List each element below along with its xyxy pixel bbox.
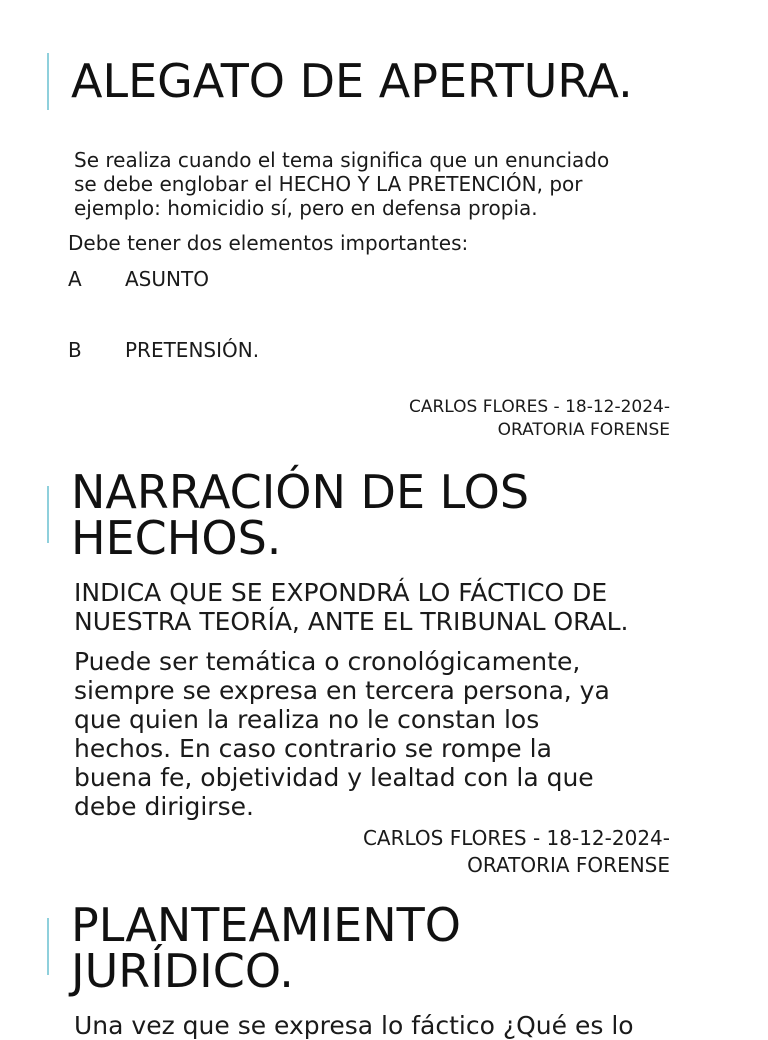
title-line: JURÍDICO.: [71, 944, 294, 998]
list-item-letter: A: [68, 267, 82, 291]
list-item-label: ASUNTO: [125, 267, 209, 291]
slide-title: ALEGATO DE APERTURA.: [71, 54, 633, 108]
title-line: HECHOS.: [71, 511, 282, 565]
body-line: siempre se expresa en tercera persona, ya: [74, 676, 610, 705]
slide-alegato-de-apertura: [0, 0, 768, 440]
title-line: NARRACIÓN DE LOS: [71, 465, 530, 519]
body-line: ejemplo: homicidio sí, pero en defensa propia.: [74, 196, 538, 220]
body-line: Una vez que se expresa lo fáctico ¿Qué es lo: [74, 1011, 634, 1040]
body-line: INDICA QUE SE EXPONDRÁ LO FÁCTICO DE: [74, 578, 608, 607]
body-line: NUESTRA TEORÍA, ANTE EL TRIBUNAL ORAL.: [74, 607, 629, 636]
slide-footer: [409, 396, 670, 440]
intro-text: Debe tener dos elementos importantes:: [68, 231, 469, 255]
body-line: Puede ser temática o cronológicamente,: [74, 647, 581, 676]
body-line: que quien la realiza no le constan los: [74, 705, 540, 734]
body-line: se debe englobar el HECHO Y LA PRETENCIÓN, por: [74, 172, 583, 196]
footer-line: ORATORIA FORENSE: [467, 853, 670, 877]
slide-accent-bar: [47, 53, 49, 110]
body-line: buena fe, objetividad y lealtad con la que: [74, 763, 594, 792]
body-line: hechos. En caso contrario se rompe la: [74, 734, 552, 763]
footer-line: ORATORIA FORENSE: [497, 420, 670, 440]
slide-accent-bar: [47, 486, 49, 543]
slide-narracion-de-los-hechos: [0, 437, 768, 877]
footer-line: CARLOS FLORES - 18-12-2024-: [362, 826, 670, 850]
slide-accent-bar: [47, 918, 49, 975]
list-item-label: PRETENSIÓN.: [125, 338, 260, 362]
body-line: debe dirigirse.: [74, 792, 254, 821]
body-line: Se realiza cuando el tema significa que un enunciado: [74, 148, 610, 172]
slide-planteamiento-juridico: [0, 867, 768, 1040]
title-line: PLANTEAMIENTO: [71, 898, 461, 952]
slide-footer: [362, 825, 670, 877]
list-item-letter: B: [68, 338, 82, 362]
footer-line: CARLOS FLORES - 18-12-2024-: [409, 397, 670, 417]
